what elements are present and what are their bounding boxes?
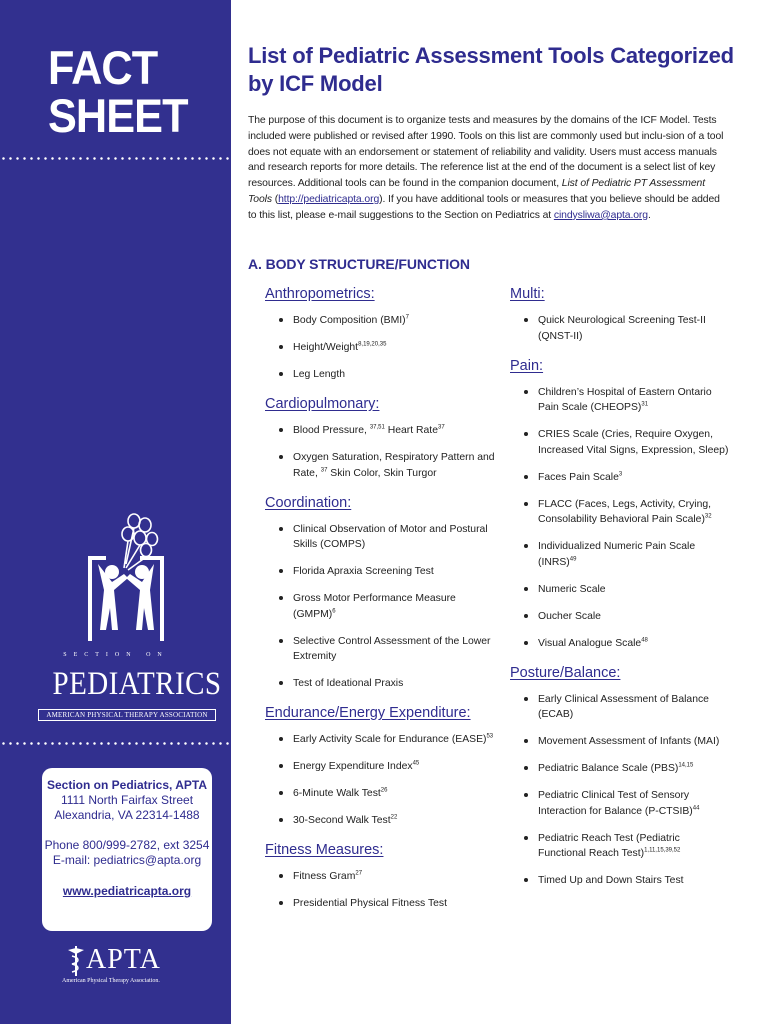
right-column: [510, 284, 730, 900]
title-line-1: FACT: [48, 41, 158, 94]
pediatricapta-link[interactable]: http://pediatricapta.org: [278, 193, 380, 205]
reference-superscript: 37: [320, 467, 328, 474]
list-item: Presidential Physical Fitness Test: [265, 896, 495, 912]
section-heading: A. BODY STRUCTURE/FUNCTION: [248, 256, 470, 272]
list-item: Clinical Observation of Motor and Postural Skills (COMPS): [265, 522, 495, 553]
reference-superscript: 26: [380, 787, 388, 794]
reference-superscript: 1,11,15,39,52: [644, 847, 681, 854]
item-list: [265, 423, 495, 481]
dotted-divider-2: [0, 742, 231, 745]
list-item: CRIES Scale (Cries, Require Oxygen, Increased Vital Signs, Expression, Sleep): [510, 427, 730, 458]
list-item: Visual Analogue Scale$^{48}$: [510, 636, 730, 652]
list-item: Oxygen Saturation, Respiratory Pattern and Rate, $^{37}$ Skin Color, Skin Turgor: [265, 450, 495, 481]
reference-superscript: 32: [704, 513, 712, 520]
list-item: Numeric Scale: [510, 582, 730, 598]
apta-tagline: American Physical Therapy Association.: [62, 978, 160, 984]
category-heading-anthropometrics: Anthropometrics:: [265, 286, 375, 302]
contact-street: 1111 North Fairfax Street: [60, 793, 194, 807]
pediatrics-wordmark: PEDIATRICS: [52, 666, 222, 702]
category-heading-pain: Pain:: [510, 357, 544, 374]
reference-superscript: 49: [569, 556, 577, 563]
reference-superscript: 37,51: [369, 424, 385, 431]
reference-superscript: 27: [355, 870, 363, 877]
list-item: Oucher Scale: [510, 609, 730, 625]
reference-superscript: 3: [618, 471, 623, 478]
contact-city: Alexandria, VA 22314-1488: [54, 808, 200, 822]
category-heading-multi: Multi:: [510, 286, 545, 302]
list-item: Individualized Numeric Pain Scale (INRS)$^{49}$: [510, 539, 730, 570]
list-item: Height/Weight$^{8,19,20,35}$: [265, 340, 495, 356]
intro-paragraph: The purpose of this document is to organize tests and measures by the domains of the ICF Model. Tests included were published or revised after 1990. Tools on this list are commonly used but inclu-sion of a tool does not equate with an endorsement or statement of reliability and validity. Users must access manuals and research reports for more details. The reference list at the end of the document is a select list of key resources. Additional tools can be found in the companion document, List of Pediatric PT Assessment Tools (http://pediatricapta.org). If you have additional tools or measures that you believe should be added to this list, please e-mail suggestions to the Section on Pediatrics at cindysliwa@apta.org.: [248, 115, 724, 221]
list-item: Pediatric Clinical Test of Sensory Interaction for Balance (P-CTSIB)$^{44}$: [510, 788, 730, 819]
list-item: Energy Expenditure Index$^{45}$: [265, 759, 495, 775]
list-item: Blood Pressure, $^{37,51}$ Heart Rate$^{37}$: [265, 423, 495, 439]
contact-card: [42, 768, 212, 931]
list-item: Leg Length: [265, 367, 495, 383]
section-on-pediatrics-logo-icon: [84, 512, 170, 647]
list-item: Faces Pain Scale$^3$: [510, 470, 730, 486]
list-item: Fitness Gram$^{27}$: [265, 869, 495, 885]
reference-superscript: 22: [390, 814, 398, 821]
list-item: 6-Minute Walk Test$^{26}$: [265, 786, 495, 802]
reference-superscript: 14,15: [678, 762, 694, 769]
contact-email[interactable]: E-mail: pediatrics@apta.org: [52, 853, 202, 867]
list-item: Body Composition (BMI)$^7$: [265, 313, 495, 329]
item-list: [265, 732, 495, 829]
contact-org: Section on Pediatrics, APTA: [46, 778, 208, 792]
reference-superscript: 7: [405, 314, 409, 321]
list-item: Pediatric Balance Scale (PBS)$^{14,15}$: [510, 761, 730, 777]
list-item: Pediatric Reach Test (Pediatric Functional Reach Test)$^{1,11,15,39,52}$: [510, 831, 730, 862]
companion-doc-title: List of Pediatric PT Assessment Tools: [248, 178, 705, 205]
list-item: Selective Control Assessment of the Lower Extremity: [265, 634, 495, 665]
category-heading-cardiopulmonary: Cardiopulmonary:: [265, 396, 380, 412]
item-list: [510, 385, 730, 652]
list-item: Test of Ideational Praxis: [265, 676, 495, 692]
reference-superscript: 6: [332, 608, 336, 615]
category-heading-coordination: Coordination:: [265, 494, 352, 511]
reference-superscript: 48: [641, 637, 648, 644]
reference-superscript: 53: [486, 733, 494, 740]
contact-phone: Phone 800/999-2782, ext 3254: [44, 838, 210, 852]
title-line-2: SHEET: [48, 89, 188, 142]
list-item: Movement Assessment of Infants (MAI): [510, 734, 730, 750]
list-item: Gross Motor Performance Measure (GMPM)$^6$: [265, 591, 495, 622]
list-item: Florida Apraxia Screening Test: [265, 564, 495, 580]
association-banner: AMERICAN PHYSICAL THERAPY ASSOCIATION: [38, 709, 216, 721]
dotted-divider: [0, 157, 231, 160]
item-list: [265, 869, 495, 912]
list-item: FLACC (Faces, Legs, Activity, Crying, Consolability Behavioral Pain Scale)$^{32}$: [510, 497, 730, 528]
list-item: 30-Second Walk Test$^{22}$: [265, 813, 495, 829]
list-item: Early Activity Scale for Endurance (EASE)$^{53}$: [265, 732, 495, 748]
caduceus-icon: [68, 946, 84, 976]
reference-superscript: 45: [412, 760, 420, 767]
fact-sheet-title: [48, 41, 195, 142]
apta-wordmark: APTA: [86, 944, 161, 975]
apta-logo: [62, 944, 182, 986]
sidebar: [0, 0, 231, 1024]
email-link[interactable]: cindysliwa@apta.org: [553, 209, 648, 221]
list-item: Quick Neurological Screening Test-II (QNST-II): [510, 313, 730, 344]
category-heading-posture-balance: Posture/Balance:: [510, 664, 621, 681]
section-on-label: SECTION ON: [63, 652, 169, 658]
reference-superscript: 44: [692, 805, 700, 812]
item-list: [510, 313, 730, 344]
item-list: [265, 522, 495, 692]
reference-superscript: 37: [437, 424, 445, 431]
list-item: Early Clinical Assessment of Balance (ECAB): [510, 692, 730, 723]
list-item: Children’s Hospital of Eastern Ontario Pain Scale (CHEOPS)$^{31}$: [510, 385, 730, 416]
reference-superscript: 8,19,20,35: [358, 341, 387, 348]
left-column: [265, 284, 495, 923]
item-list: [510, 692, 730, 889]
list-item: Timed Up and Down Stairs Test: [510, 873, 730, 889]
item-list: [265, 313, 495, 383]
reference-superscript: 31: [641, 401, 649, 408]
category-heading-fitness-measures: Fitness Measures:: [265, 842, 384, 858]
page-title: List of Pediatric Assessment Tools Categorized by ICF Model: [248, 43, 734, 96]
category-heading-endurance-energy-expenditure: Endurance/Energy Expenditure:: [265, 705, 471, 721]
website-link[interactable]: www.pediatricapta.org: [62, 884, 192, 898]
